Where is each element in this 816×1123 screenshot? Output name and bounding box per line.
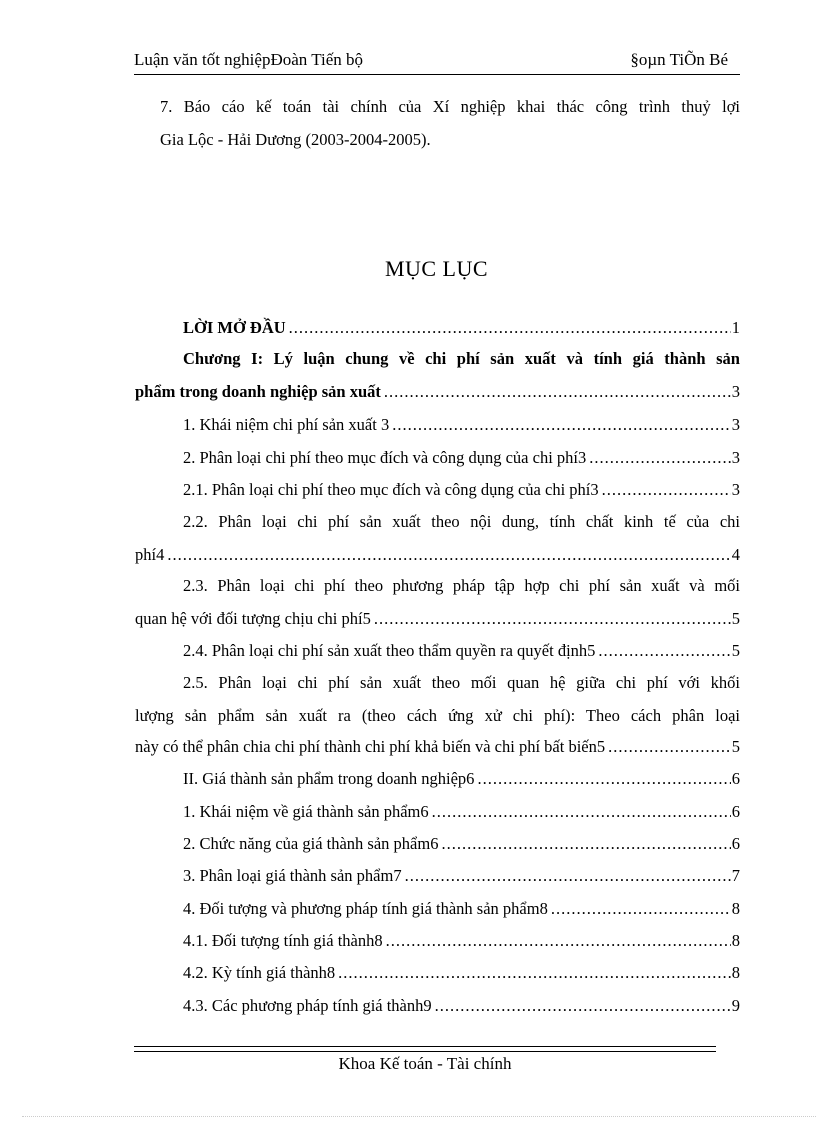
toc-leader: [167, 545, 730, 565]
toc-entry-2-5-line-2[interactable]: lượng sản phẩm sản xuất ra (theo cách ứng xử chi phí): Theo cách phân loại: [135, 706, 740, 725]
toc-entry-text: 1. Khái niệm về giá thành sản phẩm6: [183, 802, 429, 821]
toc-leader: [374, 609, 731, 629]
toc-entry-1[interactable]: [183, 415, 740, 435]
toc-entry-text: 2. Phân loại chi phí theo mục đích và công dụng của chi phí3: [183, 448, 587, 467]
toc-leader: [392, 415, 731, 435]
toc-entry-text: phí4: [135, 545, 165, 564]
toc-entry-text: 2.4. Phân loại chi phí sản xuất theo thẩm quyền ra quyết định5: [183, 641, 596, 660]
toc-leader: [608, 737, 731, 757]
toc-entry-text: II. Giá thành sản phẩm trong doanh nghiệp6: [183, 769, 475, 788]
toc-entry-text: 2. Chức năng của giá thành sản phẩm6: [183, 834, 439, 853]
toc-leader: [384, 382, 731, 402]
toc-leader: [405, 866, 731, 886]
toc-entry-text: 3. Phân loại giá thành sản phẩm7: [183, 866, 402, 885]
toc-entry-text: 2.1. Phân loại chi phí theo mục đích và công dụng của chi phí3: [183, 480, 599, 499]
toc-entry-II-1[interactable]: [183, 802, 740, 822]
toc-page-number: 5: [731, 609, 740, 628]
toc-entry-II-4[interactable]: [183, 899, 740, 919]
toc-page-number: 3: [731, 480, 740, 499]
toc-entry-2-2[interactable]: [135, 545, 740, 565]
page-edge-divider: [22, 1116, 816, 1117]
toc-entry-2-3-line-1[interactable]: 2.3. Phân loại chi phí theo phương pháp tập hợp chi phí sản xuất và mối: [183, 576, 740, 595]
toc-leader: [477, 769, 730, 789]
toc-entry-4-1[interactable]: [183, 931, 740, 951]
toc-entry-chuong-1-line-1[interactable]: Chương I: Lý luận chung về chi phí sản xuất và tính giá thành sản: [183, 349, 740, 368]
toc-leader: [441, 834, 730, 854]
toc-entry-II-3[interactable]: [183, 866, 740, 886]
toc-leader: [338, 963, 731, 983]
toc-page-number: 3: [731, 382, 740, 401]
toc-entry-2-2-line-1[interactable]: 2.2. Phân loại chi phí sản xuất theo nội dung, tính chất kinh tế của chi: [183, 512, 740, 531]
toc-entry-4-2[interactable]: [183, 963, 740, 983]
header-right-text: §oµn TiÕn Bé: [630, 50, 728, 69]
toc-leader: [589, 448, 731, 468]
toc-entry-text: 4.1. Đối tượng tính giá thành8: [183, 931, 383, 950]
toc-entry-chuong-1[interactable]: [135, 382, 740, 402]
toc-entry-loi-mo-dau[interactable]: [183, 318, 740, 338]
toc-page-number: 3: [731, 448, 740, 467]
toc-page-number: 3: [731, 415, 740, 434]
toc-entry-text: 4.3. Các phương pháp tính giá thành9: [183, 996, 432, 1015]
footer-divider: [134, 1046, 716, 1052]
toc-page-number: 6: [731, 802, 740, 821]
toc-entry-2[interactable]: [183, 448, 740, 468]
toc-entry-text: 4. Đối tượng và phương pháp tính giá thành sản phẩm8: [183, 899, 548, 918]
toc-leader: [289, 318, 731, 338]
page-header: [134, 48, 740, 75]
toc-entry-text: 1. Khái niệm chi phí sản xuất 3: [183, 415, 390, 434]
toc-entry-text: quan hệ với đối tượng chịu chi phí5: [135, 609, 371, 628]
toc-entry-2-5[interactable]: [135, 737, 740, 757]
toc-entry-text: phẩm trong doanh nghiệp sản xuất: [135, 382, 381, 401]
toc-entry-4-3[interactable]: [183, 996, 740, 1016]
toc-leader: [551, 899, 731, 919]
toc-page-number: 8: [731, 931, 740, 950]
toc-page-number: 1: [731, 318, 740, 337]
toc-leader: [432, 802, 731, 822]
toc-entry-II-2[interactable]: [183, 834, 740, 854]
toc-title: MỤC LỤC: [384, 256, 489, 281]
toc-leader: [386, 931, 731, 951]
toc-page-number: 6: [731, 834, 740, 853]
toc-page-number: 8: [731, 899, 740, 918]
toc-page-number: 6: [731, 769, 740, 788]
reference-line-2: Gia Lộc - Hải Dương (2003-2004-2005).: [160, 130, 431, 149]
toc-leader: [598, 641, 730, 661]
footer-text: Khoa Kế toán - Tài chính: [338, 1054, 512, 1073]
toc-entry-2-4[interactable]: [183, 641, 740, 661]
toc-page-number: 4: [731, 545, 740, 564]
reference-line-1: 7. Báo cáo kế toán tài chính của Xí nghiệp khai thác công trình thuỷ lợi: [160, 97, 740, 116]
toc-leader: [602, 480, 731, 500]
toc-entry-text: này có thể phân chia chi phí thành chi phí khả biến và chi phí bất biến5: [135, 737, 606, 756]
toc-leader: [435, 996, 731, 1016]
toc-entry-II[interactable]: [183, 769, 740, 789]
toc-entry-2-1[interactable]: [183, 480, 740, 500]
toc-entry-2-5-line-1[interactable]: 2.5. Phân loại chi phí sản xuất theo mối quan hệ giữa chi phí với khối: [183, 673, 740, 692]
toc-page-number: 5: [731, 641, 740, 660]
toc-entry-text: LỜI MỞ ĐẦU: [183, 318, 286, 337]
toc-page-number: 5: [731, 737, 740, 756]
toc-entry-2-3[interactable]: [135, 609, 740, 629]
toc-entry-text: 4.2. Kỳ tính giá thành8: [183, 963, 336, 982]
toc-page-number: 9: [731, 996, 740, 1015]
header-left-text: Luận văn tốt nghiệpĐoàn Tiến bộ: [134, 50, 364, 69]
toc-page-number: 8: [731, 963, 740, 982]
toc-page-number: 7: [731, 866, 740, 885]
